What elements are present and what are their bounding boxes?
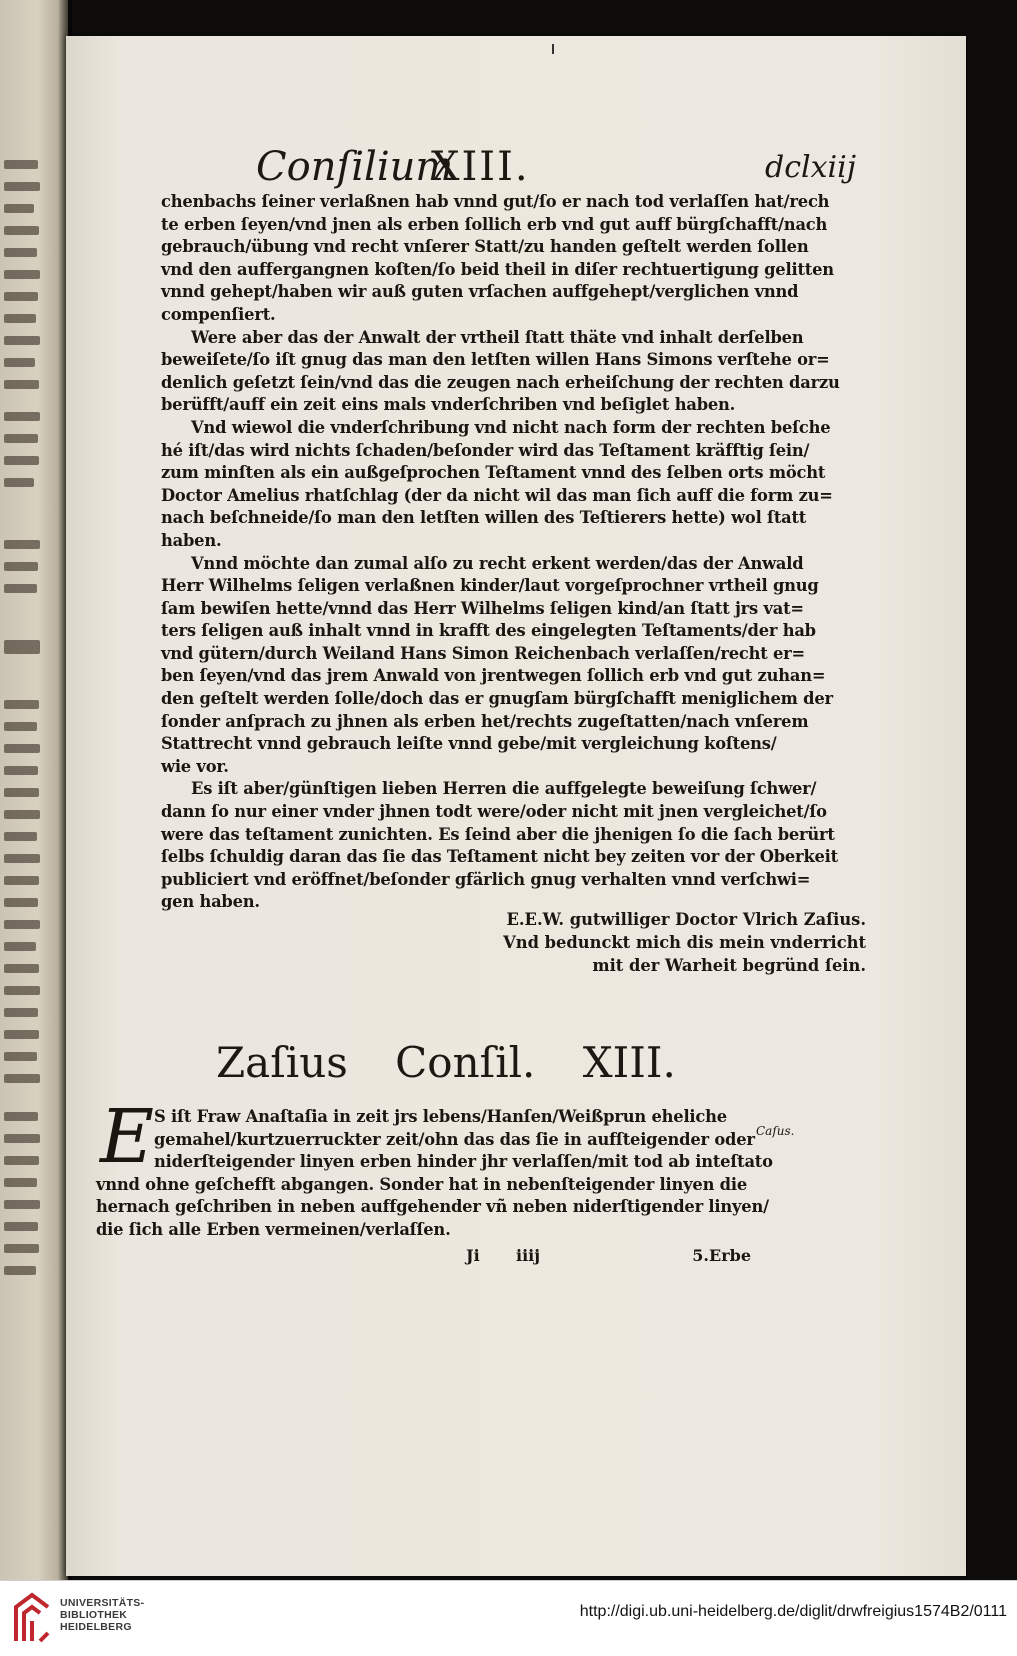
text-line: Vnd wiewol die vnderſchribung vnd nicht nach form der rechten beſche [191,417,831,437]
section-title-author: Zaſius [216,1038,348,1087]
text-line: vnd den auffergangnen koſten/ſo beid theil in diſer rechtuertigung gelitten [161,259,834,279]
text-line: die ſich alle Erben vermeinen/verlaſſen. [96,1219,451,1239]
text-line: te erben ſeyen/vnd jnen als erben ſollich erb vnd gut auff bürgſchafft/nach [161,214,828,234]
text-line: den geſtelt werden ſolle/doch das er gnugſam bürgſchafft meniglichem der [161,689,833,709]
signature-mark-number: iiij [516,1246,541,1265]
signature-line-1: E.E.W. gutwilliger Doctor Vlrich Zaſius. [506,910,866,929]
section-title-consil: Conſil. [395,1038,536,1087]
text-line: Were aber das der Anwalt der vrtheil ſtatt thäte vnd inhalt derſelben [191,327,804,347]
permalink-url[interactable]: http://digi.ub.uni-heidelberg.de/diglit/drwfreigius1574B2/0111 [579,1603,1007,1620]
text-line: ben ſeyen/vnd das jrem Anwald von jrentwegen ſollich erb vnd gut zuhan= [161,666,826,686]
text-line: niderſteigender linyen erben hinder jhr verlaſſen/mit tod ab inteſtato [154,1152,773,1172]
text-line: gebrauch/übung vnd recht vnſerer Statt/zu handen geſtelt werden ſollen [161,237,809,257]
text-line: zum minſten als ein außgeſprochen Teſtament vnnd des ſelben orts möcht [161,463,826,483]
text-line: publiciert vnd eröffnet/beſonder gfärlich gnug verhalten vnnd verſchwi= [161,869,811,889]
logo-text-line: BIBLIOTHEK [60,1609,128,1621]
logo-text-line: HEIDELBERG [60,1621,132,1633]
logo-text-line: UNIVERSITÄTS- [60,1597,145,1609]
text-line: denlich geſetzt ſein/vnd das die zeugen nach erheiſchung der rechten darzu [161,372,840,392]
text-line: gemahel/kurtzuerruckter zeit/ohn das das ſie in aufſteigender oder [154,1129,755,1149]
paragraph-4 [161,553,861,779]
text-line: gen haben. [161,892,260,912]
catchword: 5.Erbe [692,1246,751,1265]
text-line: ſam bewiſen hette/vnnd das Herr Wilhelms ſeligen kind/an ſtatt jrs vat= [161,598,804,618]
text-line: berüfft/auff ein zeit eins mals vnderſchriben vnd beſiglet haben. [161,395,736,415]
text-line: Herr Wilhelms ſeligen verlaßnen kinder/laut vorgeſprochner vrtheil gnug [161,576,819,596]
text-line: hernach geſchriben in neben auffgehender vñ neben niderſtigender linyen/ [96,1197,769,1217]
section-title [216,1038,736,1087]
paragraph-1 [161,191,861,327]
text-line: wie vor. [161,756,229,776]
university-library-logo-icon[interactable] [12,1591,52,1643]
logo-text[interactable] [60,1597,144,1633]
text-line: Doctor Amelius rhatſchlag (der da nicht wil das man ſich auff die form zu= [161,485,833,505]
signature-block [406,908,866,977]
text-line: vnnd ohne geſchefft abgangen. Sonder hat in nebenſteigender linyen die [96,1174,748,1194]
text-line: vnd gütern/durch Weiland Hans Simon Reichenbach verlaſſen/recht er= [161,643,806,663]
paragraph-3 [161,417,861,553]
text-line: compenſiert. [161,304,276,324]
footer-bar [0,1580,1017,1656]
text-line: were das teſtament zunichten. Es ſeind aber die jhenigen ſo die ſach berürt [161,824,835,844]
text-line: ſonder anſprach zu jhnen als erben het/rechts zugeſtatten/nach vnſerem [161,711,809,731]
text-line: Es iſt aber/günſtigen lieben Herren die auffgelegte beweiſung ſchwer/ [191,779,817,799]
second-section-paragraph [96,1106,773,1242]
paragraph-5 [161,778,861,914]
page-mark [552,44,554,54]
text-line: chenbachs ſeiner verlaßnen hab vnnd gut/ſo er nach tod verlaſſen hat/rech [161,192,830,211]
running-head-numeral: XIII. [431,144,530,190]
text-line: ters ſeligen auß inhalt vnnd in krafft des eingelegten Teſtaments/der hab [161,621,816,641]
text-line: ſelbs ſchuldig daran das ſie das Teſtament nicht bey zeiten vor der Oberkeit [161,847,838,867]
margin-note: Caſus. [756,1124,795,1138]
body-text [161,191,861,914]
signature-mark: Ji [466,1246,480,1265]
drop-cap: E [100,1094,155,1180]
text-line: Stattrecht vnnd gebrauch leiſte vnnd gebe/mit vergleichung koſtens/ [161,734,777,754]
book-page [66,36,966,1576]
folio-number: dclxiij [764,150,856,185]
text-line: vnnd gehept/haben wir auß guten vrſachen auffgehept/verglichen vnnd [161,282,799,302]
text-line: S iſt Fraw Anaſtaſia in zeit jrs lebens/Hanſen/Weißprun eheliche [154,1107,727,1126]
second-section-text [96,1106,773,1242]
text-line: beweiſete/ſo iſt gnug das man den letſten willen Hans Simons verſtehe or= [161,350,830,370]
text-line: hé iſt/das wird nichts ſchaden/beſonder wird das Teſtament kräfftig ſein/ [161,440,810,460]
signature-line-2: Vnd bedunckt mich dis mein vnderricht [503,933,866,952]
text-line: haben. [161,530,222,550]
signature-line-3: mit der Warheit begründ ſein. [592,956,866,975]
text-line: Vnnd möchte dan zumal alſo zu recht erkent werden/das der Anwald [191,553,804,573]
running-head [256,144,856,194]
text-line: nach beſchneide/ſo man den letſten willen des Teſtierers hette) wol ſtatt [161,508,807,528]
running-head-title: Conſilium [256,144,454,190]
text-line: dann ſo nur einer vnder jhnen todt were/oder nicht mit jnen vergleichet/ſo [161,802,827,822]
paragraph-2 [161,327,861,417]
section-title-numeral: XIII. [582,1038,676,1087]
